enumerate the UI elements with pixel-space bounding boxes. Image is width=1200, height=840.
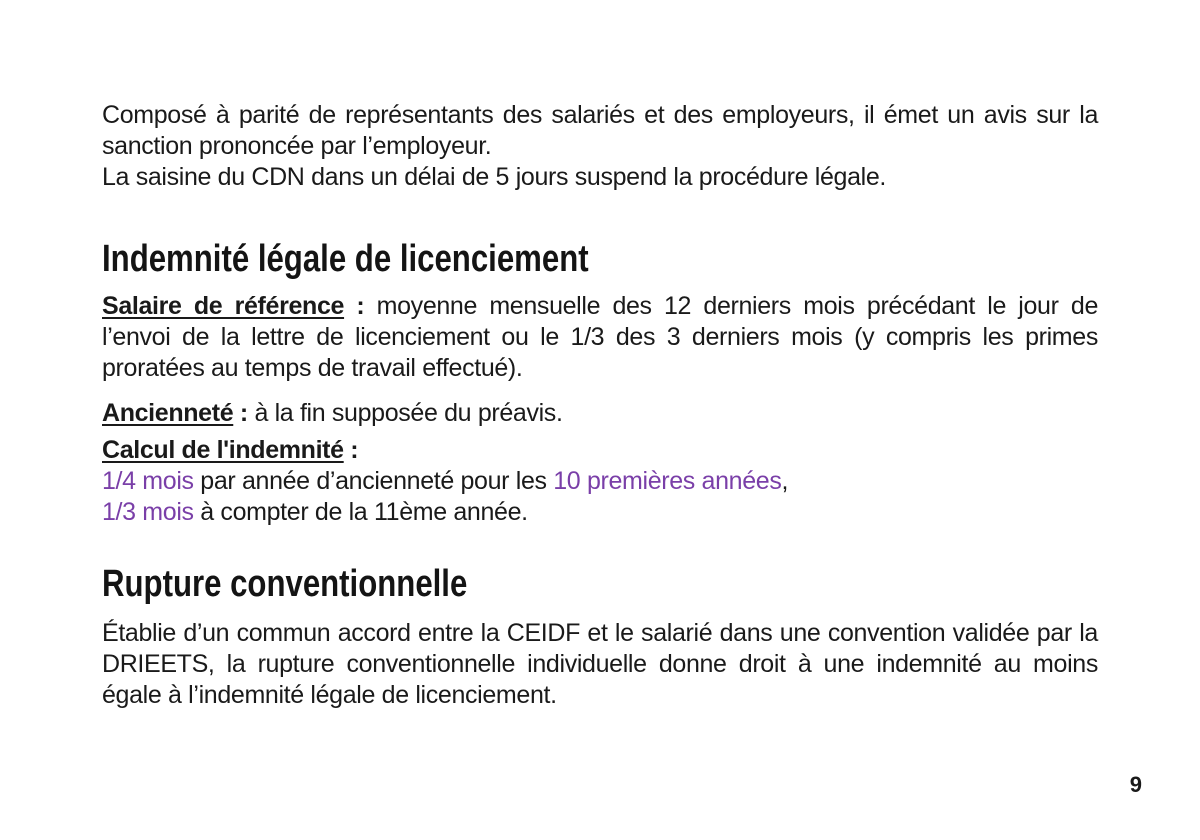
section-title-rupture: Rupture conventionnelle xyxy=(102,563,468,605)
salaire-colon: : xyxy=(344,292,365,320)
calcul-line-1-text: par année d’ancienneté pour les xyxy=(193,467,554,495)
calcul-rate-1: 1/4 mois xyxy=(102,467,194,495)
salaire-text: moyenne mensuelle des 12 derniers mois précédant le jour de l’envoi de la lettre de licenciement ou le 1/3 des 3 derniers mois (y compris les primes proratées au temps de travail effectué). xyxy=(102,292,1098,382)
intro-line-1: Composé à parité de représentants des salariés et des employeurs, il émet un avis sur la sanction prononcée par l’employeur. xyxy=(102,101,1098,160)
calcul-paragraph xyxy=(102,435,1098,528)
anciennete-text: à la fin supposée du préavis. xyxy=(247,399,563,427)
calcul-label: Calcul de l'indemnité xyxy=(102,436,344,464)
intro-line-2: La saisine du CDN dans un délai de 5 jours suspend la procédure légale. xyxy=(102,163,887,191)
page-content xyxy=(102,100,1098,711)
salaire-paragraph xyxy=(102,291,1098,384)
calcul-rate-2: 1/3 mois xyxy=(102,498,194,526)
calcul-line-2-text: à compter de la 11ème année. xyxy=(193,498,528,526)
intro-paragraph xyxy=(102,100,1098,193)
anciennete-colon: : xyxy=(233,399,248,427)
calcul-first-years: 10 premières années xyxy=(553,467,782,495)
calcul-line-1-end: , xyxy=(781,467,789,495)
salaire-label: Salaire de référence xyxy=(102,292,345,320)
rupture-paragraph: Établie d’un commun accord entre la CEIDF et le salarié dans une convention validée par la DRIEETS, la rupture conventionnelle individuelle donne droit à une indemnité au moins égale à l’indemnité légale de licenciement. xyxy=(102,619,1098,709)
anciennete-paragraph xyxy=(102,398,1098,429)
section-title-indemnite: Indemnité légale de licenciement xyxy=(102,238,589,280)
page-number: 9 xyxy=(1129,772,1142,797)
calcul-colon: : xyxy=(343,436,359,464)
anciennete-label: Ancienneté xyxy=(102,399,234,427)
